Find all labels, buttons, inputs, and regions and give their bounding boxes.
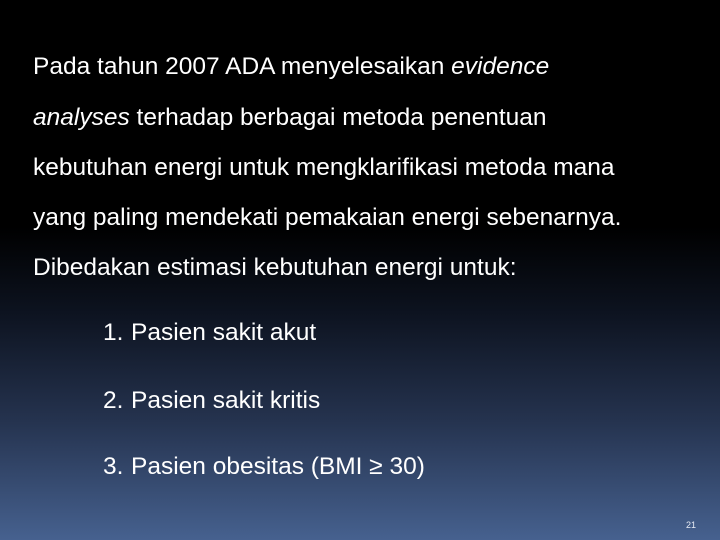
paragraph-line-2-text: terhadap berbagai metoda penentuan: [129, 104, 547, 131]
list-item: [103, 389, 320, 414]
paragraph-line-1-text: Pada tahun 2007 ADA menyelesaikan: [33, 53, 452, 80]
paragraph-line-2-italic: analyses: [33, 104, 130, 131]
list-item-text: Pasien sakit akut: [131, 319, 317, 346]
list-item: [103, 321, 316, 346]
list-item-number: 3.: [103, 453, 124, 480]
list-item-text: Pasien obesitas (BMI ≥ 30): [131, 453, 425, 480]
paragraph-line-1: [33, 55, 549, 80]
paragraph-line-1-italic: evidence: [451, 53, 550, 80]
paragraph-line-4: yang paling mendekati pemakaian energi sebenarnya.: [33, 204, 622, 231]
paragraph-line-2: [33, 106, 547, 131]
page-number: 21: [685, 520, 696, 530]
paragraph-line-5: Dibedakan estimasi kebutuhan energi untuk:: [33, 254, 517, 281]
list-item-text: Pasien sakit kritis: [131, 387, 321, 414]
list-item: [103, 455, 425, 480]
list-item-number: 1.: [103, 319, 124, 346]
paragraph-line-3: kebutuhan energi untuk mengklarifikasi metoda mana: [33, 154, 615, 181]
list-item-number: 2.: [103, 387, 124, 414]
